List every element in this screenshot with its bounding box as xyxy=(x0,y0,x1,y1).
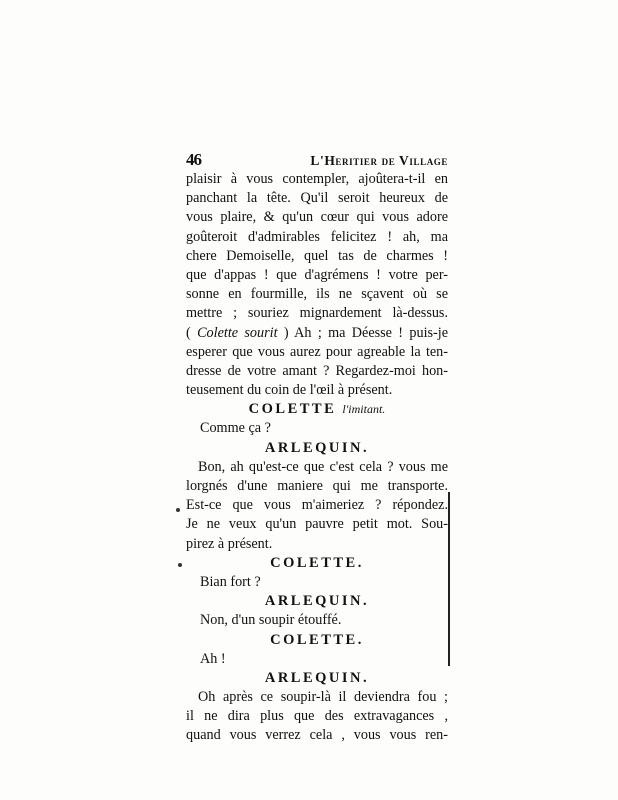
speech-line: Est-ce que vous m'aimeriez ? répondez. xyxy=(186,497,448,514)
speaker-colette xyxy=(186,400,448,419)
speaker-arlequin: ARLEQUIN. xyxy=(264,669,370,686)
ink-speck xyxy=(176,508,180,512)
running-title: L'Heritier de Village xyxy=(310,153,448,168)
text-line: sonne en fourmille, ils ne sçavent où se xyxy=(186,286,448,303)
text-line: mettre ; souriez mignardement là-dessus. xyxy=(186,305,448,322)
speaker-colette: COLETTE. xyxy=(270,554,364,571)
speaker-arlequin: ARLEQUIN. xyxy=(264,439,370,456)
speech-line: Bon, ah qu'est-ce que c'est cela ? vous me xyxy=(198,458,448,475)
text-line: dresse de votre amant ? Regardez-moi hon- xyxy=(186,362,448,379)
speaker-name: COLETTE xyxy=(248,401,337,418)
text-line: panchant la tête. Qu'il seroit heureux de xyxy=(186,190,448,207)
text-line: que d'appas ! que d'agrémens ! votre per- xyxy=(186,266,448,283)
speech-line: pirez à présent. xyxy=(186,535,273,552)
text-line: vous plaire, & qu'un cœur qui vous adore xyxy=(186,209,448,226)
text-line: plaisir à vous contempler, ajoûtera-t-il en xyxy=(186,171,448,187)
text-line: esperer que vous aurez pour agreable la ten- xyxy=(186,343,448,360)
stage-paren-open: ( xyxy=(186,324,198,341)
ink-speck xyxy=(178,563,182,567)
speech-line: Bian fort ? xyxy=(200,573,261,590)
stage-direction: Colette sourit xyxy=(197,324,278,341)
text-line: goûteroit d'admirables felicitez ! ah, ma xyxy=(186,228,448,245)
speech-line: quand vous verrez cela , vous vous ren- xyxy=(186,727,448,744)
speaker-direction: l'imitant. xyxy=(342,402,386,417)
page-header xyxy=(186,150,448,170)
stage-line-rest: ) Ah ; ma Déesse ! puis-je xyxy=(277,324,448,341)
speech-line: Comme ça ? xyxy=(200,420,271,437)
margin-rule xyxy=(448,492,450,666)
speech-line: Non, d'un soupir étouffé. xyxy=(200,612,342,629)
speech-line: Oh après ce soupir-là il deviendra fou ; xyxy=(198,689,448,706)
text-line: teusement du coin de l'œil à présent. xyxy=(186,382,393,399)
page-number: 46 xyxy=(186,150,201,169)
stage-direction-line xyxy=(186,324,448,343)
speech-line: lorgnés d'une maniere qui me transporte. xyxy=(186,478,448,494)
speaker-colette: COLETTE. xyxy=(270,631,364,648)
speaker-arlequin: ARLEQUIN. xyxy=(264,593,370,610)
speech-line: il ne dira plus que des extravagances , xyxy=(186,708,448,725)
speech-line: Je ne veux qu'un pauvre petit mot. Sou- xyxy=(186,516,448,533)
page-text-block xyxy=(186,150,448,746)
speech-line: Ah ! xyxy=(200,650,226,667)
text-line: chere Demoiselle, quel tas de charmes ! xyxy=(186,247,448,264)
